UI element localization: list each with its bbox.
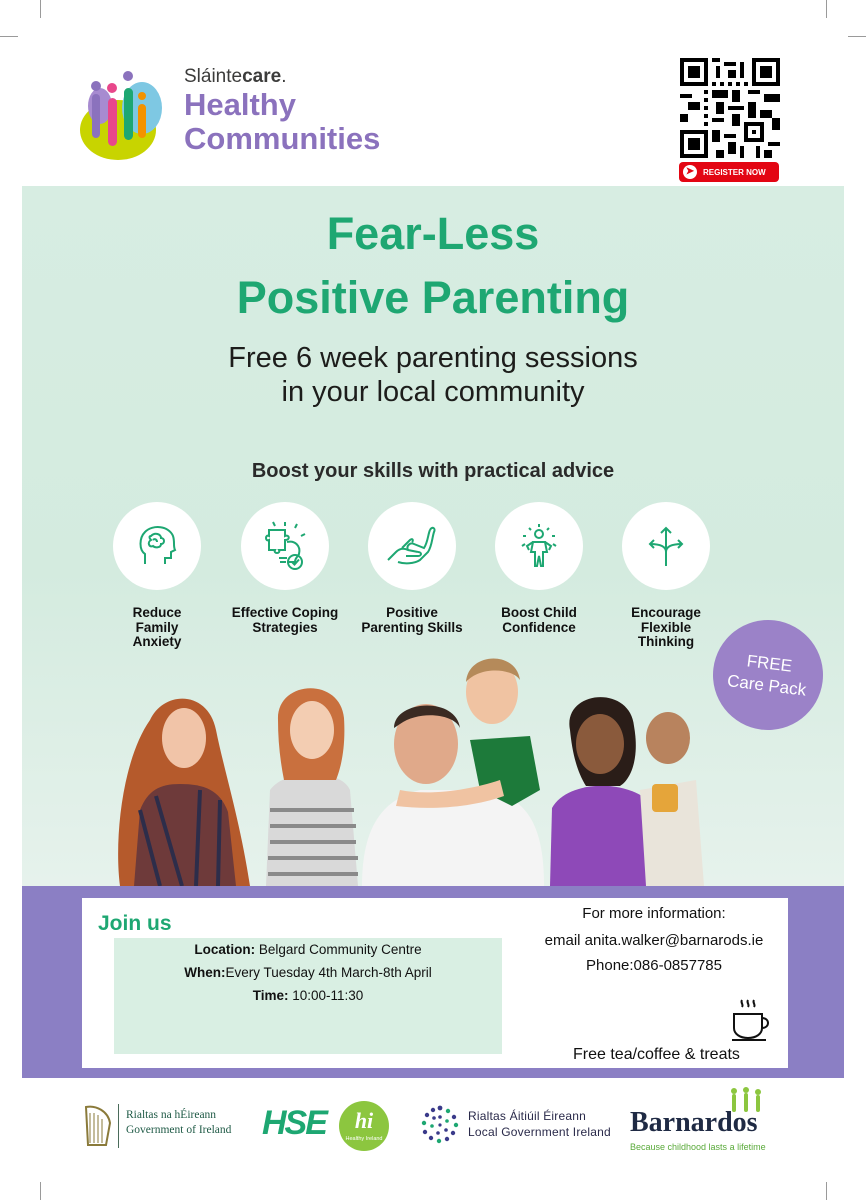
barnardos-tagline: Because childhood lasts a lifetime [630,1142,766,1152]
confident-person-icon [513,520,565,572]
handshake-icon [384,518,440,574]
family-photo [100,640,740,886]
arrow-right-icon: ➤ [683,165,697,179]
subtitle-line-1: Free 6 week parenting sessions [228,342,638,374]
divider [118,1104,119,1148]
join-us-heading: Join us [98,912,172,935]
crop-mark [0,36,18,37]
treats-text: Free tea/coffee & treats [573,1046,740,1063]
crop-mark [40,0,41,18]
crop-mark [826,0,827,18]
svg-text:Healthy Ireland: Healthy Ireland [345,1136,383,1142]
hse-logo: HSE [262,1104,326,1142]
feature-positive-parenting: Positive Parenting Skills [352,502,472,635]
free-care-pack-badge: FREE Care Pack [707,614,830,737]
slaintecare-wordmark: Sláintecare. [184,66,287,87]
register-now-label: REGISTER NOW [703,167,766,177]
local-government-text: Rialtas Áitiúil Éireann Local Government Ireland [468,1109,611,1139]
qr-code[interactable] [680,58,780,158]
brain-head-icon [131,520,183,572]
more-info-heading: For more information: [582,905,726,922]
puzzle-lightbulb-icon [259,520,311,572]
feature-flexible-thinking: Encourage Flexible Thinking [606,502,726,650]
crop-mark [40,1182,41,1200]
register-now-button[interactable] [679,162,779,182]
feature-coping-strategies: Effective Coping Strategies [225,502,345,635]
title-line-1: Fear-Less [326,208,540,259]
crop-mark [826,1182,827,1200]
crop-mark [848,36,866,37]
feature-child-confidence: Boost Child Confidence [479,502,599,635]
healthy-ireland-logo [338,1100,390,1152]
barnardos-logo: Barnardos [630,1107,758,1138]
harp-icon [80,1103,114,1149]
healthy-communities-wordmark: Healthy Communities [184,87,381,156]
when-line: When:Every Tuesday 4th March-8th April [184,965,432,980]
healthy-communities-logo [78,58,168,162]
feature-reduce-anxiety: Reduce Family Anxiety [97,502,217,650]
subtitle-line-2: in your local community [281,376,585,408]
svg-text:hi: hi [354,1108,374,1133]
time-line: Time: 10:00-11:30 [252,988,364,1003]
coffee-cup-icon [728,996,776,1044]
contact-email[interactable]: email anita.walker@barnarods.ie [544,932,764,949]
government-of-ireland-logo: Rialtas na hÉireann Government of Ireland [126,1109,232,1136]
local-government-ireland-logo [420,1104,460,1144]
boost-heading: Boost your skills with practical advice [251,460,615,482]
title-line-2: Positive Parenting [236,272,630,323]
split-arrows-icon [640,520,692,572]
location-line: Location: Belgard Community Centre [194,942,422,957]
contact-phone[interactable]: Phone:086-0857785 [586,957,722,974]
